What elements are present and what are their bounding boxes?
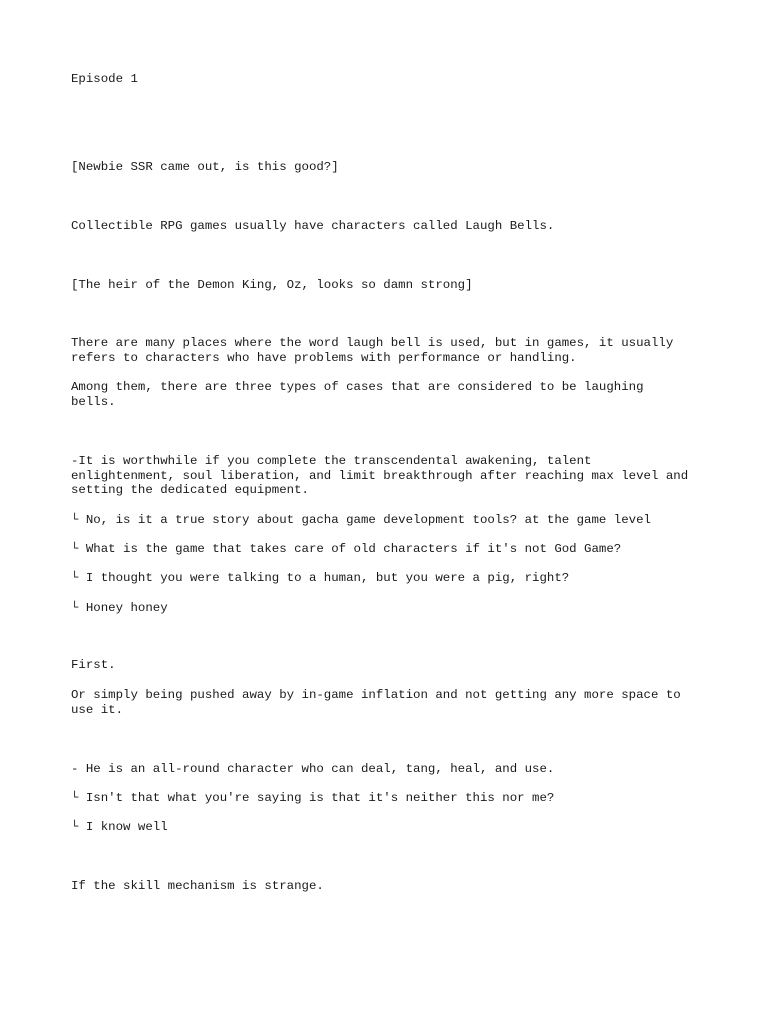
paragraph: First.	[71, 658, 116, 672]
comment-reply: └ What is the game that takes care of old characters if it's not God Game?	[71, 542, 622, 556]
comment-reply: └ No, is it a true story about gacha game development tools? at the game level	[71, 513, 651, 527]
paragraph: There are many places where the word laugh bell is used, but in games, it usually refers to characters who have problems with performance or handling.	[71, 336, 674, 365]
comment-reply: └ Isn't that what you're saying is that it's neither this nor me?	[71, 791, 555, 805]
paragraph: If the skill mechanism is strange.	[71, 879, 324, 893]
comment-reply: └ Honey honey	[71, 601, 168, 615]
paragraph: Or simply being pushed away by in-game inflation and not getting any more space to use it.	[71, 688, 681, 717]
comment-reply: └ I know well	[71, 820, 168, 834]
episode-title: Episode 1	[71, 72, 138, 86]
paragraph: Among them, there are three types of cases that are considered to be laughing bells.	[71, 380, 644, 409]
paragraph: [The heir of the Demon King, Oz, looks so damn strong]	[71, 278, 473, 292]
paragraph: - He is an all-round character who can deal, tang, heal, and use.	[71, 762, 555, 776]
paragraph: -It is worthwhile if you complete the transcendental awakening, talent enlightenment, soul liberation, and limit breakthrough after reaching max level and setting the dedicated equipment.	[71, 454, 689, 498]
paragraph: [Newbie SSR came out, is this good?]	[71, 160, 339, 174]
comment-reply: └ I thought you were talking to a human, but you were a pig, right?	[71, 571, 570, 585]
paragraph: Collectible RPG games usually have characters called Laugh Bells.	[71, 219, 555, 233]
